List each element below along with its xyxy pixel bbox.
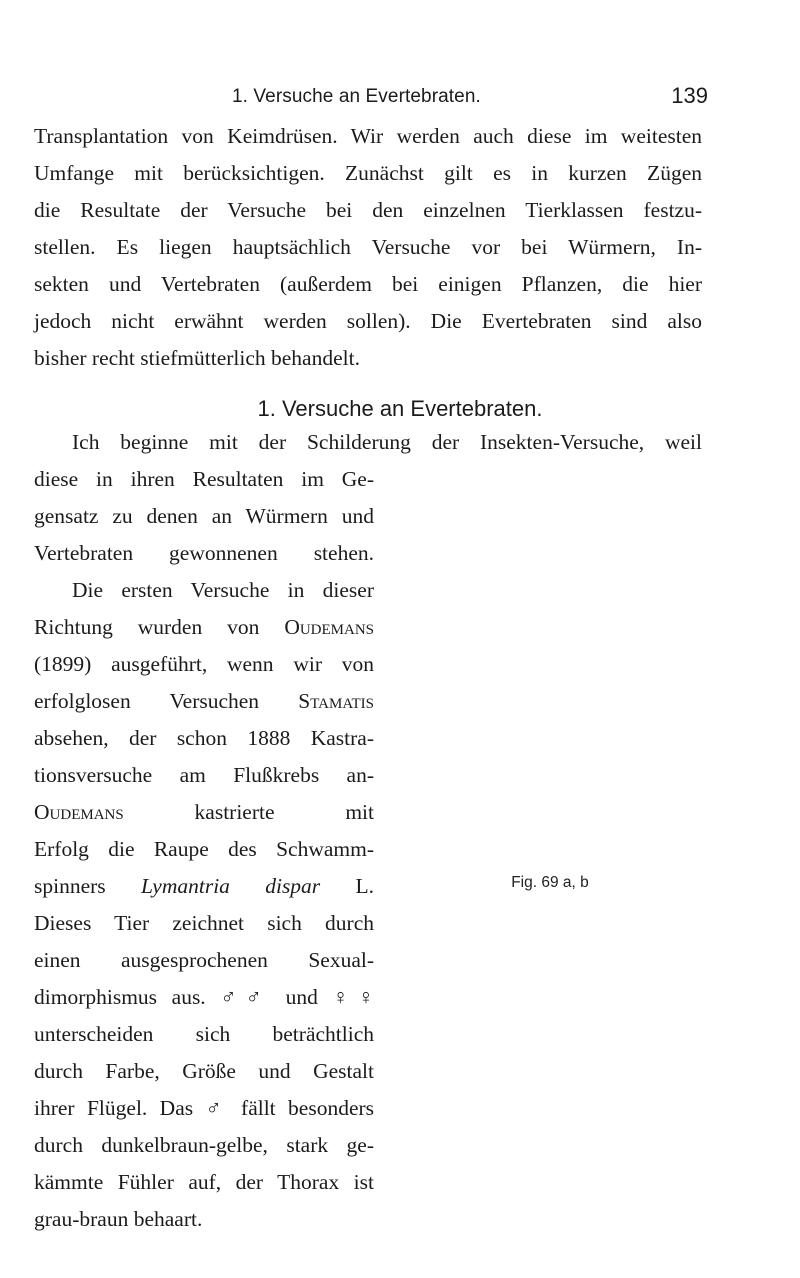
text-fragment: kastrierte mit xyxy=(194,800,375,824)
text-line: Transplantation von Keimdrüsen. Wir werden auch diese im weitesten xyxy=(34,124,702,148)
text-fragment: und xyxy=(285,985,318,1009)
male-symbol: ♂♂ xyxy=(220,985,272,1009)
text-line: unterscheiden sich beträchtlich xyxy=(34,1022,374,1046)
text-fragment: L. xyxy=(355,874,374,898)
text-fragment: fällt besonders xyxy=(241,1096,375,1120)
text-line: Vertebraten gewonnenen stehen. xyxy=(34,541,374,565)
text-line: (1899) ausgeführt, wenn wir von xyxy=(34,652,374,676)
text-line: grau-braun behaart. xyxy=(34,1207,203,1231)
author-name: Oudemans xyxy=(34,800,124,824)
text-line xyxy=(34,617,374,639)
text-line xyxy=(34,691,374,713)
text-line xyxy=(34,1098,374,1120)
text-line: gensatz zu denen an Würmern und xyxy=(34,504,374,528)
text-line: durch dunkelbraun-gelbe, stark ge- xyxy=(34,1133,374,1157)
author-name: Stamatis xyxy=(298,689,374,713)
text-fragment: dimorphismus aus. xyxy=(34,985,206,1009)
page-number: 139 xyxy=(671,83,708,108)
text-line: tionsversuche am Flußkrebs an- xyxy=(34,763,374,787)
text-line: Umfange mit berücksichtigen. Zunächst gilt es in kurzen Zügen xyxy=(34,161,702,185)
text-line: Die ersten Versuche in dieser xyxy=(72,578,374,602)
text-fragment: spinners xyxy=(34,874,106,898)
section-heading: 1. Versuche an Evertebraten. xyxy=(257,396,543,421)
author-name: Oudemans xyxy=(284,615,375,639)
text-line: sekten und Vertebraten (außerdem bei einigen Pflanzen, die hier xyxy=(34,272,702,296)
text-line xyxy=(34,802,374,824)
species-name: Lymantria dispar xyxy=(140,874,321,898)
text-line xyxy=(34,876,374,898)
female-symbol: ♀♀ xyxy=(332,985,375,1009)
text-line: kämmte Fühler auf, der Thorax ist xyxy=(34,1170,374,1194)
text-line: die Resultate der Versuche bei den einzelnen Tierklassen festzu- xyxy=(34,198,702,222)
text-line: Ich beginne mit der Schilderung der Insekten-Versuche, weil xyxy=(72,430,702,454)
text-line xyxy=(34,987,374,1009)
text-fragment: erfolglosen Versuchen xyxy=(34,689,260,713)
text-line: absehen, der schon 1888 Kastra- xyxy=(34,726,374,750)
text-line: jedoch nicht erwähnt werden sollen). Die Evertebraten sind also xyxy=(34,309,702,333)
male-symbol: ♂ xyxy=(205,1096,229,1120)
text-line: Dieses Tier zeichnet sich durch xyxy=(34,911,374,935)
text-line: Erfolg die Raupe des Schwamm- xyxy=(34,837,374,861)
text-line: durch Farbe, Größe und Gestalt xyxy=(34,1059,374,1083)
text-fragment: Richtung wurden von xyxy=(34,615,260,639)
figure-caption xyxy=(380,872,720,894)
running-head: 1. Versuche an Evertebraten. xyxy=(232,86,481,107)
caption-title: Fig. 69 a, b xyxy=(511,874,589,891)
text-line: einen ausgesprochenen Sexual- xyxy=(34,948,374,972)
text-fragment: ihrer Flügel. Das xyxy=(34,1096,194,1120)
text-line: diese in ihren Resultaten im Ge- xyxy=(34,467,374,491)
text-line: stellen. Es liegen hauptsächlich Versuche vor bei Würmern, In- xyxy=(34,235,702,259)
text-line: bisher recht stiefmütterlich behandelt. xyxy=(34,346,360,370)
